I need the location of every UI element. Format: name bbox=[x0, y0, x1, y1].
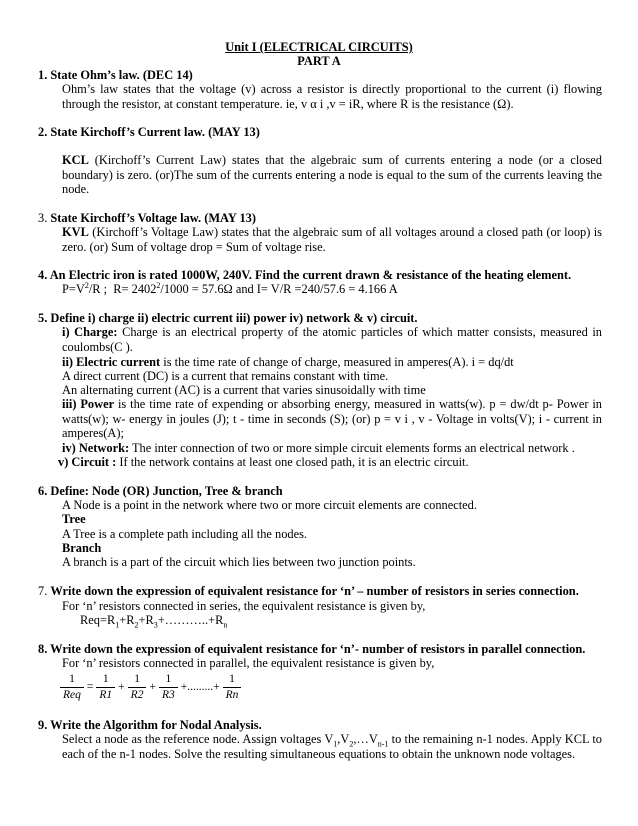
circuit-def: v) Circuit : If the network contains at least one closed path, it is an electric circuit. bbox=[58, 455, 469, 469]
network-def: iv) Network: The inter connection of two or more simple circuit elements forms an electrical network . bbox=[62, 441, 575, 455]
unit-title: Unit I (ELECTRICAL CIRCUITS) bbox=[225, 40, 413, 54]
parallel-text: For ‘n’ resistors connected in parallel, the equivalent resistance is given by, bbox=[62, 656, 435, 670]
series-text: For ‘n’ resistors connected in series, the equivalent resistance is given by, bbox=[62, 599, 426, 613]
dc-def: A direct current (DC) is a current that remains constant with time. bbox=[62, 369, 389, 383]
answer-3 bbox=[62, 225, 602, 254]
answer-2 bbox=[62, 153, 602, 197]
answer-1: Ohm’s law states that the voltage (v) across a resistor is directly proportional to the current (i) flowing through the resistor, at constant temperature. ie, v α i ,v = iR, where R is the resistance (Ω). bbox=[62, 82, 602, 111]
kvl-text: (Kirchoff’s Voltage Law) states that the algebraic sum of all voltages around a closed path (or loop) is zero. (or) Sum of voltage drop = Sum of voltage rise. bbox=[62, 225, 602, 254]
charge-def: i) Charge: Charge is an electrical property of the atomic particles of which matter consists, measured in coulombs(C ). bbox=[62, 325, 602, 354]
power-def: iii) Power is the time rate of expending or absorbing energy, measured in watts(w). p = dw/dt p- Power in watts(w); w- energy in joules (J); t - time in seconds (S); (or) p = v i , v - Voltage in volts(V); i - current in amperes(A); bbox=[62, 397, 602, 441]
question-2: 2. State Kirchoff’s Current law. (MAY 13) bbox=[38, 125, 260, 139]
kcl-term: KCL bbox=[62, 153, 89, 167]
answer-9: Select a node as the reference node. Assign voltages $V_1,V_2,\dots V_{n-1}$ to the remaining n-1 nodes. Apply KCL to each of the n-1 nodes. Solve the resulting simultaneous equations to obtain the unknown node voltages. bbox=[62, 732, 602, 761]
question-8: 8. Write down the expression of equivalent resistance for ‘n’- number of resistors in parallel connection. bbox=[38, 642, 586, 656]
kvl-term: KVL bbox=[62, 225, 89, 239]
tree-heading: Tree bbox=[62, 512, 86, 526]
kcl-text: (Kirchoff’s Current Law) states that the algebraic sum of currents entering a node (or a closed boundary) is zero. (or)The sum of the currents entering a node is equal to the sum of the currents leaving the node. bbox=[62, 153, 602, 197]
question-9: 9. Write the Algorithm for Nodal Analysis. bbox=[38, 718, 262, 732]
tree-def: A Tree is a complete path including all the nodes. bbox=[62, 527, 308, 541]
ac-def: An alternating current (AC) is a current that varies sinusoidally with time bbox=[62, 383, 426, 397]
question-3: 3. State Kirchoff’s Voltage law. (MAY 13) bbox=[38, 211, 256, 225]
part-title: PART A bbox=[297, 54, 341, 68]
node-def: A Node is a point in the network where two or more circuit elements are connected. bbox=[62, 498, 477, 512]
question-4: 4. An Electric iron is rated 1000W, 240V. Find the current drawn & resistance of the heating element. bbox=[38, 268, 572, 282]
series-formula: $Req=R_1+R_2+R_3+\dots\dots\dots..+R_n$ bbox=[80, 613, 228, 630]
question-6: 6. Define: Node (OR) Junction, Tree & branch bbox=[38, 484, 283, 498]
current-def: ii) Electric current is the time rate of change of charge, measured in amperes(A). i = dq/dt bbox=[62, 355, 514, 369]
branch-heading: Branch bbox=[62, 541, 102, 555]
branch-def: A branch is a part of the circuit which lies between two junction points. bbox=[62, 555, 416, 569]
question-5: 5. Define i) charge ii) electric current iii) power iv) network & v) circuit. bbox=[38, 311, 418, 325]
parallel-formula: 1 Req = $\frac{1}{R1}$ + $\frac{1}{R2}$ + $\frac{1}{R3}$ +.........+ $\frac{1}{Rn}$ bbox=[58, 672, 243, 702]
question-1: 1. State Ohm’s law. (DEC 14) bbox=[38, 68, 193, 82]
question-7: 7. Write down the expression of equivalent resistance for ‘n’ – number of resistors in series connection. bbox=[38, 584, 579, 598]
answer-4: $P=V^2/R$ ; $R= 2402^2/1000 = 57.6\Omega$ and I= V/R =240/57.6 = 4.166 A bbox=[62, 280, 398, 296]
